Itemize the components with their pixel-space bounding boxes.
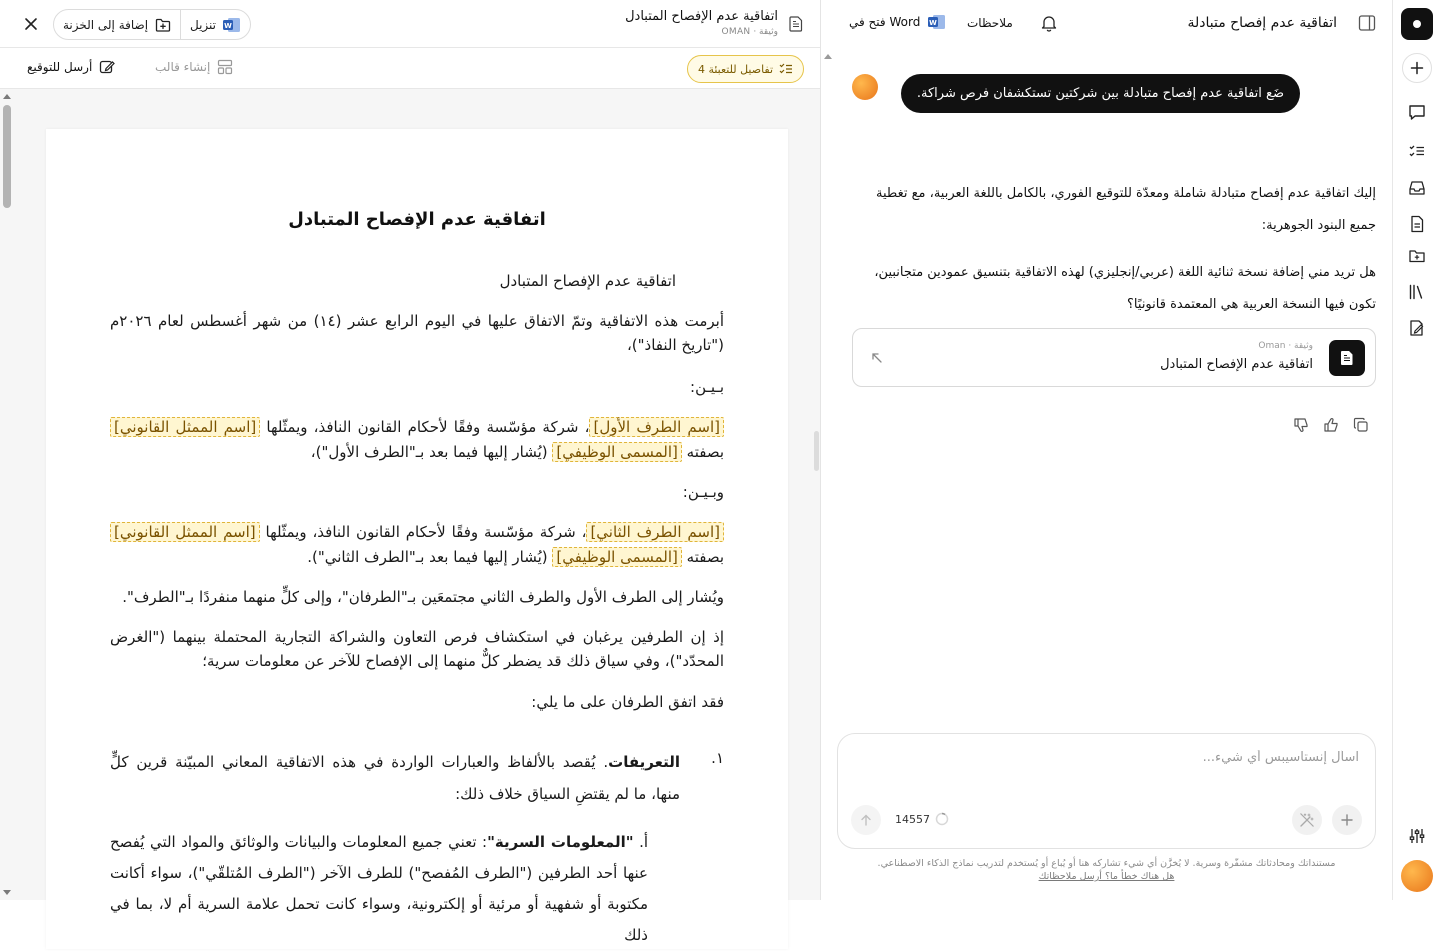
document-icon (1329, 340, 1365, 376)
document-card-title: اتفاقية عدم الإفصاح المتبادل (1160, 357, 1313, 372)
nav-drafts[interactable] (1407, 318, 1427, 338)
notifications-button[interactable] (1041, 14, 1057, 32)
create-template-label: إنشاء قالب (155, 60, 211, 74)
document-title-block (625, 9, 778, 37)
download-label: تنزيل (189, 17, 216, 32)
fill-details-label: 4 تفاصيل للتعبئة (697, 62, 774, 76)
navigation-rail (1392, 0, 1440, 900)
document-scrollbar[interactable] (0, 89, 14, 900)
library-icon (1408, 283, 1426, 301)
party-one-title-placeholder[interactable]: [المسمى الوظيفي] (552, 442, 681, 462)
parties-reference-paragraph: ويُشار إلى الطرف الأول والطرف الثاني مجتمعَين بـ"الطرفان"، وإلى كلٍّ منهما منفردًا بـ"الطرف". (122, 588, 724, 606)
document-title: اتفاقية عدم الإفصاح المتبادل (625, 9, 778, 24)
feedback-link[interactable]: هل هناك خطأ ما؟ أرسل ملاحظاتك (1038, 871, 1175, 882)
open-document-icon[interactable] (871, 352, 883, 364)
confidential-letter: أ. (639, 833, 648, 851)
add-attachment-button[interactable] (1332, 805, 1362, 835)
definitions-text: . يُقصد بالألفاظ والعبارات الواردة في هذه الاتفاقية المعاني المبيّنة قرين كلٍّ منها، ما لم يقتضِ السياق خلاف ذلك: (110, 753, 680, 803)
chat-icon (1408, 103, 1426, 121)
chat-title: اتفاقية عدم إفصاح متبادلة (1187, 15, 1337, 31)
word-icon (928, 14, 946, 30)
folder-icon (1408, 247, 1426, 265)
party-two-name-placeholder[interactable]: [اسم الطرف الثاني] (586, 522, 724, 542)
party-two-rep-placeholder[interactable]: [اسم الممثل القانوني] (110, 522, 260, 542)
scroll-down-arrow[interactable] (3, 890, 11, 895)
checklist-icon (779, 63, 793, 75)
close-icon (24, 17, 38, 31)
and-between-label: وبـيـن: (682, 483, 724, 501)
user-avatar[interactable] (1401, 860, 1433, 892)
between-label: بـيـن: (690, 378, 724, 396)
scroll-thumb[interactable] (3, 105, 11, 208)
user-avatar (852, 74, 878, 100)
add-to-vault-label: إضافة إلى الخزنة (62, 17, 149, 32)
sidebar-toggle-icon (1358, 14, 1376, 32)
party-two-paragraph (110, 520, 724, 570)
edit-sign-icon (99, 59, 115, 75)
chat-pane (821, 0, 1392, 900)
document-card[interactable] (852, 328, 1376, 387)
inbox-icon (1408, 179, 1426, 197)
word-icon (223, 17, 241, 33)
party-two-text-a: ، شركة مؤسّسة وفقًا لأحكام القانون النافذ، ويمثّلها (259, 523, 587, 541)
message-actions (1293, 417, 1369, 433)
party-two-text-c: (يُشار إليها فيما بعد بـ"الطرف الثاني"). (307, 548, 553, 566)
plus-icon (1410, 61, 1424, 75)
settings-sliders-icon (1408, 827, 1426, 845)
open-in-word-label: فتح في Word (849, 15, 921, 29)
document-card-meta: وثيقة · Oman (1258, 341, 1313, 351)
tasks-icon (1408, 143, 1426, 161)
definitions-clause (110, 746, 680, 810)
chat-input[interactable] (859, 750, 1359, 765)
definitions-title: التعريفات (608, 753, 680, 771)
magic-wand-icon (1299, 812, 1315, 828)
document-icon (1409, 215, 1425, 233)
assistant-message: إليك اتفاقية عدم إفصاح متبادلة شاملة ومعدّة للتوقيع الفوري، بالكامل باللغة العربية، مع تغطية جميع البنود الجوهرية: (876, 186, 1376, 233)
open-in-word-button[interactable] (849, 14, 946, 30)
party-one-text-c: (يُشار إليها فيما بعد بـ"الطرف الأول")، (310, 443, 553, 461)
clause-number: ١. (711, 749, 724, 767)
nav-documents[interactable] (1407, 214, 1427, 234)
confidential-title: "المعلومات السرية" (487, 833, 634, 851)
send-for-signature-label: أرسل للتوقيع (27, 60, 93, 74)
nav-tasks[interactable] (1407, 142, 1427, 162)
document-scroll-area[interactable] (0, 89, 820, 944)
file-icon (789, 16, 803, 32)
thumbs-down-icon[interactable] (1293, 417, 1309, 433)
party-one-paragraph (110, 415, 724, 465)
party-one-text-b: بصفته (681, 443, 724, 461)
nav-chats[interactable] (1407, 102, 1427, 122)
party-one-text-a: ، شركة مؤسّسة وفقًا لأحكام القانون النافذ، ويمثّلها (260, 418, 590, 436)
party-one-name-placeholder[interactable]: [اسم الطرف الأول] (589, 417, 724, 437)
copy-icon[interactable] (1353, 417, 1369, 433)
send-message-button[interactable] (851, 805, 881, 835)
scroll-up-arrow[interactable] (3, 94, 11, 99)
svg-text:W: W (224, 21, 232, 30)
party-one-rep-placeholder[interactable]: [اسم الممثل القانوني] (110, 417, 260, 437)
disclaimer-text: مستنداتك ومحادثاتك مشفّرة وسرية. لا يُخزَّن أي شيء تشاركه هنا أو يُباع أو يُستخدم لتدريب نماذج الذكاء الاصطناعي. (877, 858, 1336, 869)
document-subtitle-line: اتفاقية عدم الإفصاح المتبادل (499, 272, 676, 290)
fill-details-badge[interactable] (687, 55, 804, 83)
plus-icon (1341, 814, 1353, 826)
download-button[interactable] (180, 10, 250, 39)
nav-vault[interactable] (1407, 246, 1427, 266)
arrow-up-icon (860, 814, 872, 826)
bell-icon (1041, 14, 1057, 32)
nav-library[interactable] (1407, 282, 1427, 302)
user-message-bubble: ضَع اتفاقية عدم إفصاح متبادلة بين شركتين تستكشفان فرص شراكة. (901, 74, 1300, 113)
create-template-button[interactable] (155, 59, 233, 75)
whereas-paragraph: إذ إن الطرفين يرغبان في استكشاف فرص التعاون والشراكة التجارية المحتملة بينهما ("الغرض المحدّد")، وفي سياق ذلك قد يضطر كلٌّ منهما إلى الإفصاح للآخر عن معلومات سرية؛ (110, 628, 724, 670)
send-for-signature-button[interactable] (27, 59, 115, 75)
party-two-title-placeholder[interactable]: [المسمى الوظيفي] (552, 547, 681, 567)
add-to-vault-button[interactable] (54, 10, 180, 39)
nav-inbox[interactable] (1407, 178, 1427, 198)
chat-header (821, 0, 1392, 48)
confidential-info-clause (110, 827, 648, 951)
close-button[interactable] (18, 11, 44, 37)
new-chat-button[interactable] (1402, 53, 1432, 83)
vault-icon (155, 17, 171, 33)
thumbs-up-icon[interactable] (1323, 417, 1339, 433)
nav-settings[interactable] (1407, 826, 1427, 846)
notes-button[interactable]: ملاحظات (967, 16, 1013, 30)
document-subtitle: وثيقة · OMAN (721, 27, 778, 37)
document-page (46, 129, 788, 949)
logo-icon[interactable] (1401, 8, 1433, 40)
svg-text:W: W (929, 19, 938, 27)
document-header (0, 0, 820, 48)
confidential-text: : تعني جميع المعلومات والبيانات والوثائق والمواد التي يُفصح عنها أحد الطرفين ("الطرف المُفصح") للطرف الآخر ("الطرف المُتلقّي")، سواء أكانت مكتوبة أو شفهية أو مرئية أو إلكترونية، وسواء كانت تحمل علامة السرية أم لا، بما في ذلك (110, 833, 648, 944)
assistant-question: هل تريد مني إضافة نسخة ثنائية اللغة (عربي/إنجليزي) لهذه الاتفاقية بتنسيق عمودين متجانبين، تكون فيها النسخة العربية هي المعتمدة قانونيًا؟ (874, 265, 1376, 312)
token-count: 14557 (895, 813, 930, 826)
token-usage-icon (935, 812, 949, 826)
party-two-text-b: بصفته (681, 548, 724, 566)
resize-handle[interactable] (814, 431, 819, 471)
privacy-disclaimer (837, 857, 1376, 883)
intro-paragraph: أبرمت هذه الاتفاقية وتمّ الاتفاق عليها في اليوم الرابع عشر (١٤) من شهر أغسطس لعام ٢٠٢٦م ("تاريخ النفاذ")، (110, 312, 725, 354)
document-actions (53, 9, 251, 40)
message-composer (837, 733, 1376, 849)
document-toolbar (0, 48, 820, 89)
agreed-paragraph: فقد اتفق الطرفان على ما يلي: (531, 693, 724, 711)
sidebar-toggle-button[interactable] (1358, 14, 1376, 32)
enhance-prompt-button[interactable] (1292, 805, 1322, 835)
chat-scroll-up-arrow[interactable] (824, 54, 832, 59)
template-icon (217, 59, 233, 75)
document-heading: اتفاقية عدم الإفصاح المتبادل (288, 209, 546, 230)
edit-doc-icon (1408, 319, 1426, 337)
